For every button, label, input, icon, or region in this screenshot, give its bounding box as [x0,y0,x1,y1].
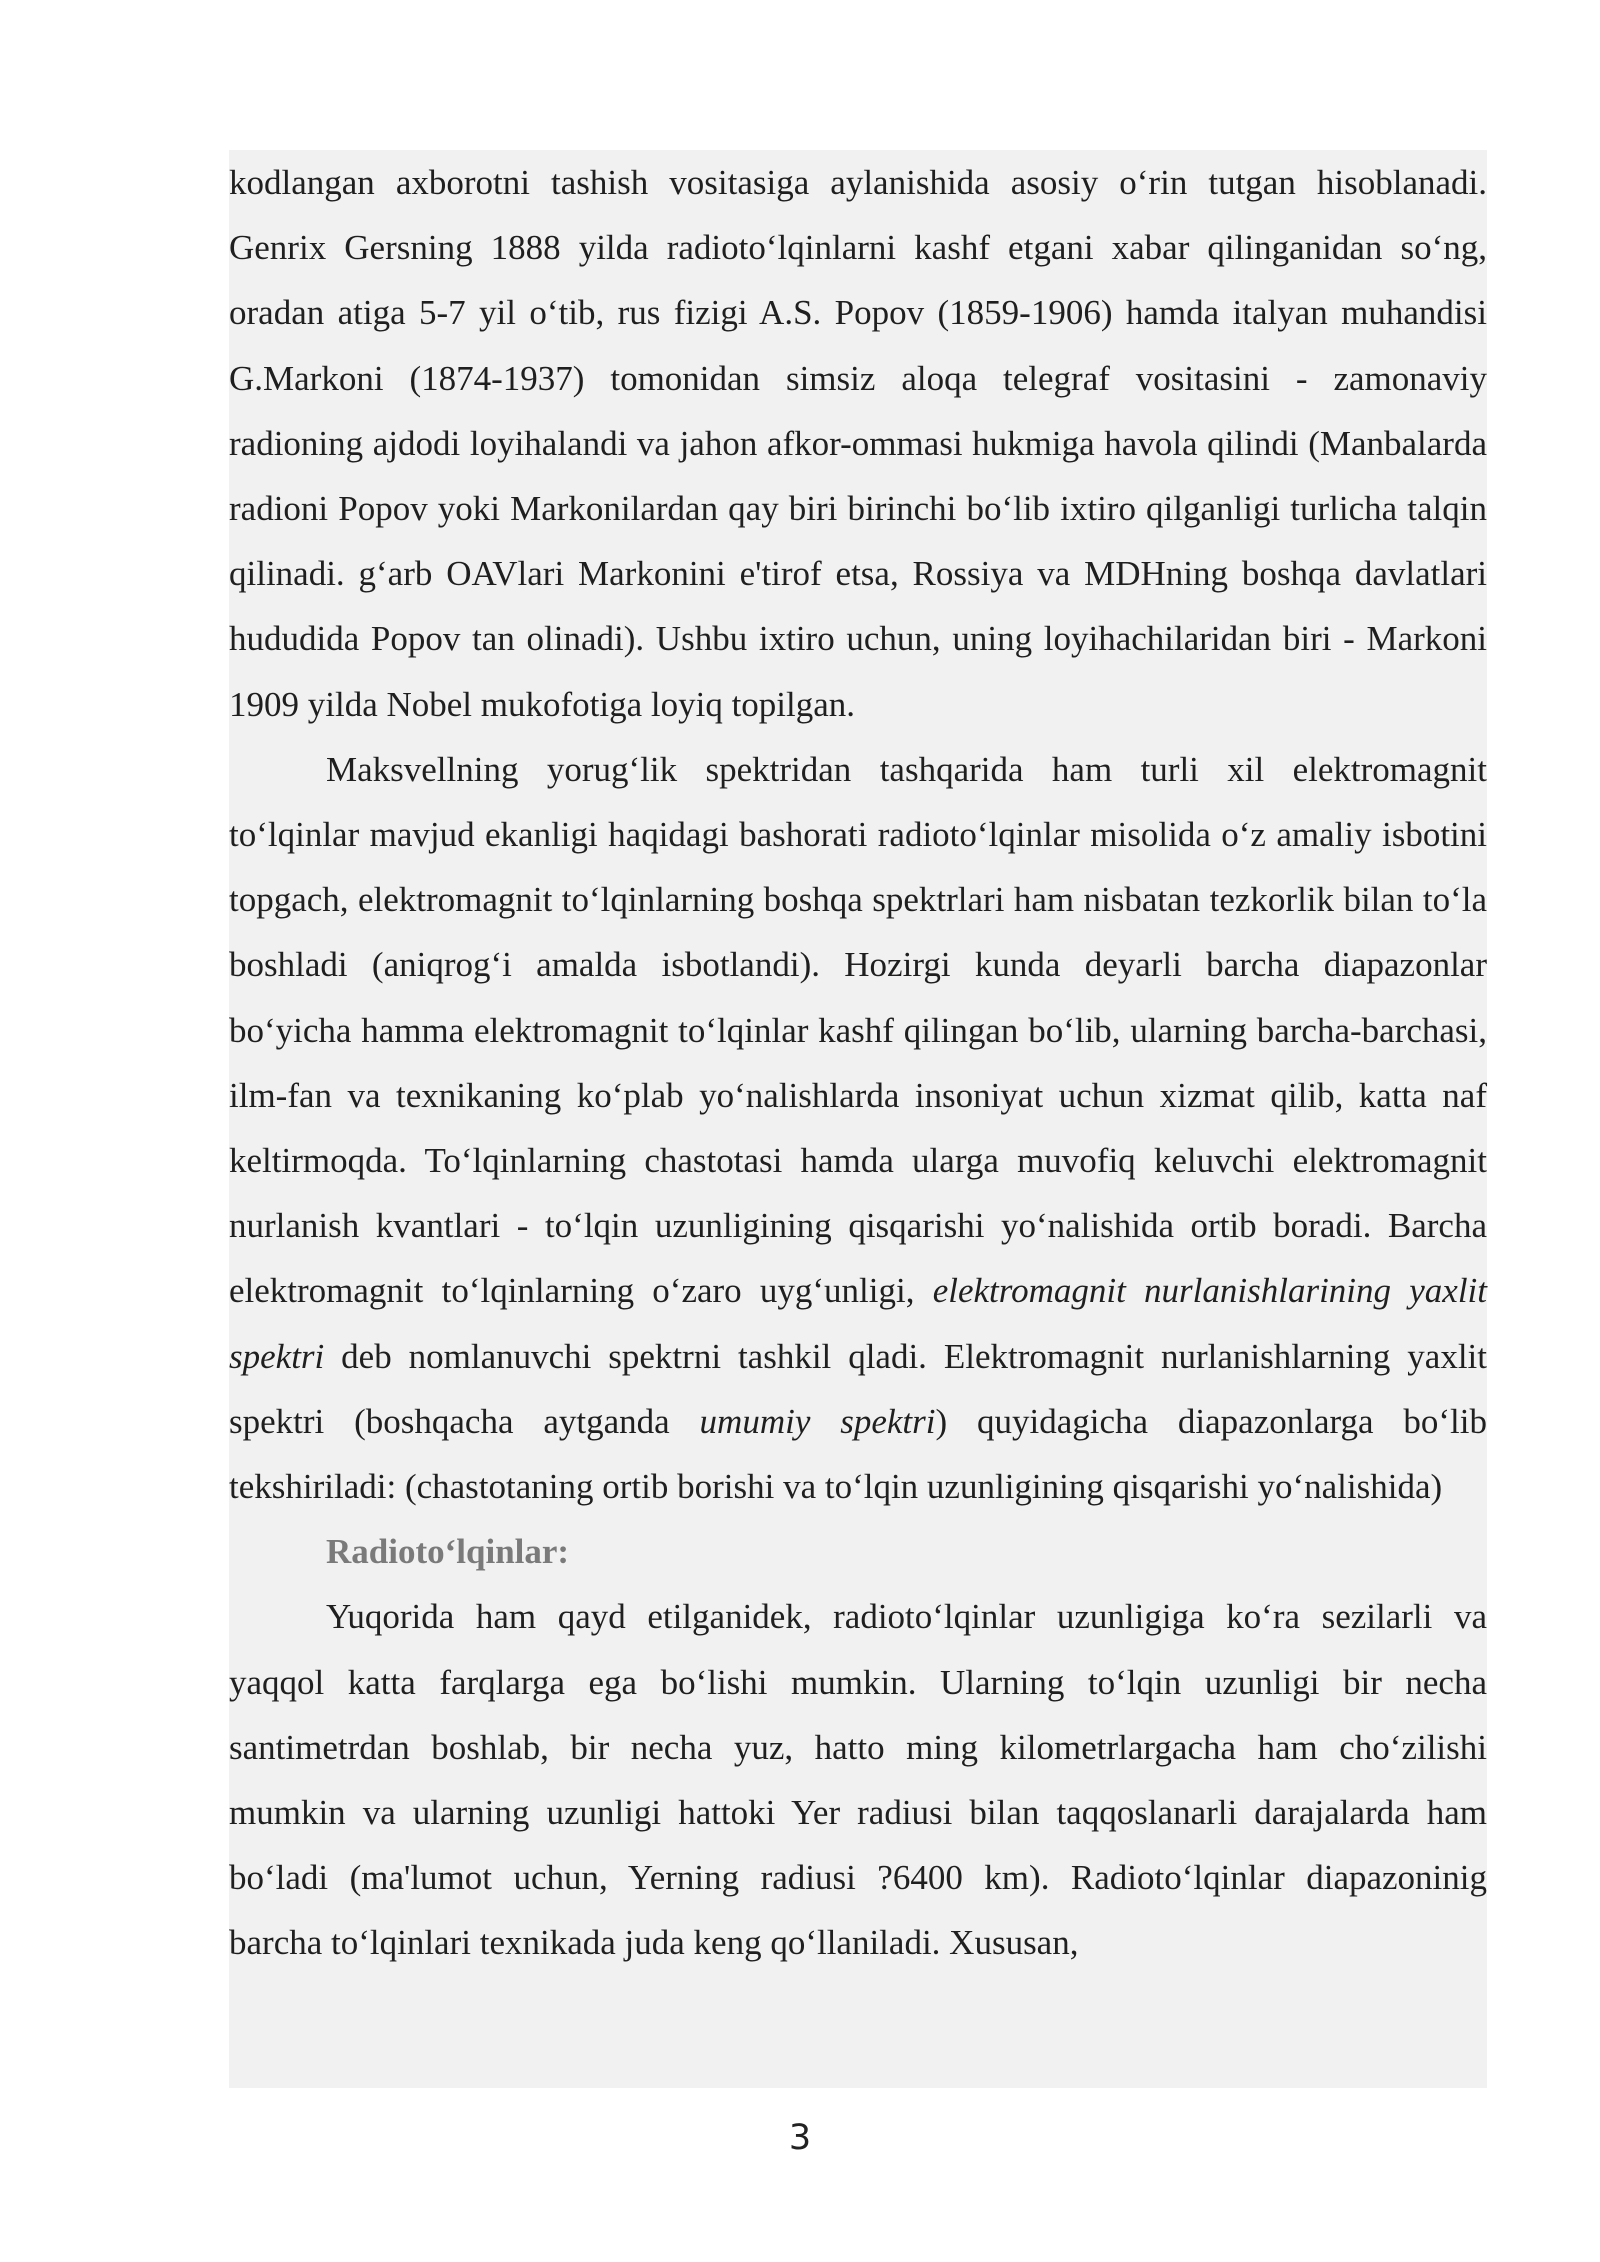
paragraph-3 [229,1584,1487,1975]
text-run: Yuqorida ham qayd etilganidek, radioto‘lqinlar uzunligiga ko‘ra sezilarli va yaqqol katta farqlarga ega bo‘lishi mumkin. Ularning to‘lqin uzunligi bir necha santimetrdan boshlab, bir necha yuz, hatto ming kilometrlargacha ham cho‘zilishi mumkin va ularning uzunligi hattoki Yer radiusi bilan taqqoslanarli darajalarda ham bo‘ladi (ma'lumot uchun, Yerning radiusi ?6400 km). Radioto‘lqinlar diapazoninig barcha to‘lqinlari texnikada juda keng qo‘llaniladi. Xususan, [229,1597,1487,1963]
section-heading: Radioto‘lqinlar: [326,1532,570,1572]
paragraph-1 [229,150,1487,737]
italic-term: elektromagnit nurlanishlarining yaxlit spektri [229,1271,1487,1376]
paragraph-2 [229,737,1487,1519]
text-run: ) quyidagicha diapazonlarga bo‘lib tekshiriladi: (chastotaning ortib borishi va to‘lqin uzunligining qisqarishi yo‘nalishida) [229,1401,1488,1507]
page-number: 3 [788,2118,812,2158]
italic-term: umumiy spektri [699,1401,936,1441]
text-run: Maksvellning yorug‘lik spektridan tashqarida ham turli xil elektromagnit to‘lqinlar mavjud ekanligi haqidagi bashorati radioto‘lqinlar misolida o‘z amaliy isbotini topgach, elektromagnit to‘lqinlarning boshqa spektrlari ham nisbatan tezkorlik bilan to‘la boshladi (aniqrog‘i amalda isbotlandi). Hozirgi kunda deyarli barcha diapazonlar bo‘yicha hamma elektromagnit to‘lqinlar kashf qilingan bo‘lib, ularning barcha-barchasi, ilm-fan va texnikaning ko‘plab yo‘nalishlarda insoniyat uchun xizmat qilib, katta naf keltirmoqda. To‘lqinlarning chastotasi hamda ularga muvofiq keluvchi elektromagnit nurlanish kvantlari - to‘lqin uzunligining qisqarishi yo‘nalishida ortib boradi. Barcha elektromagnit to‘lqinlarning o‘zaro uyg‘unligi, [229,749,1487,1311]
text-run: kodlangan axborotni tashish vositasiga aylanishida asosiy o‘rin tutgan hisoblanadi. Genrix Gersning 1888 yilda radioto‘lqinlarni kashf etgani xabar qilinganidan so‘ng, oradan atiga 5-7 yil o‘tib, rus fizigi A.S. Popov (1859-1906) hamda italyan muhandisi G.Markoni (1874-1937) tomonidan simsiz aloqa telegraf vositasini - zamonaviy radioning ajdodi loyihalandi va jahon afkor-ommasi hukmiga havola qilindi (Manbalarda radioni Popov yoki Markonilardan qay biri birinchi bo‘lib ixtiro qilganligi turlicha talqin qilinadi. g‘arb OAVlari Markonini e'tirof etsa, Rossiya va MDHning boshqa davlatlari hududida Popov tan olinadi). Ushbu ixtiro uchun, uning loyihachilaridan biri - Markoni 1909 yilda Nobel mukofotiga loyiq topilgan. [229,163,1487,724]
text-run: deb nomlanuvchi spektrni tashkil qladi. Elektromagnit nurlanishlarning yaxlit spektri (boshqacha aytganda [229,1336,1487,1441]
text-block [229,150,1487,2088]
